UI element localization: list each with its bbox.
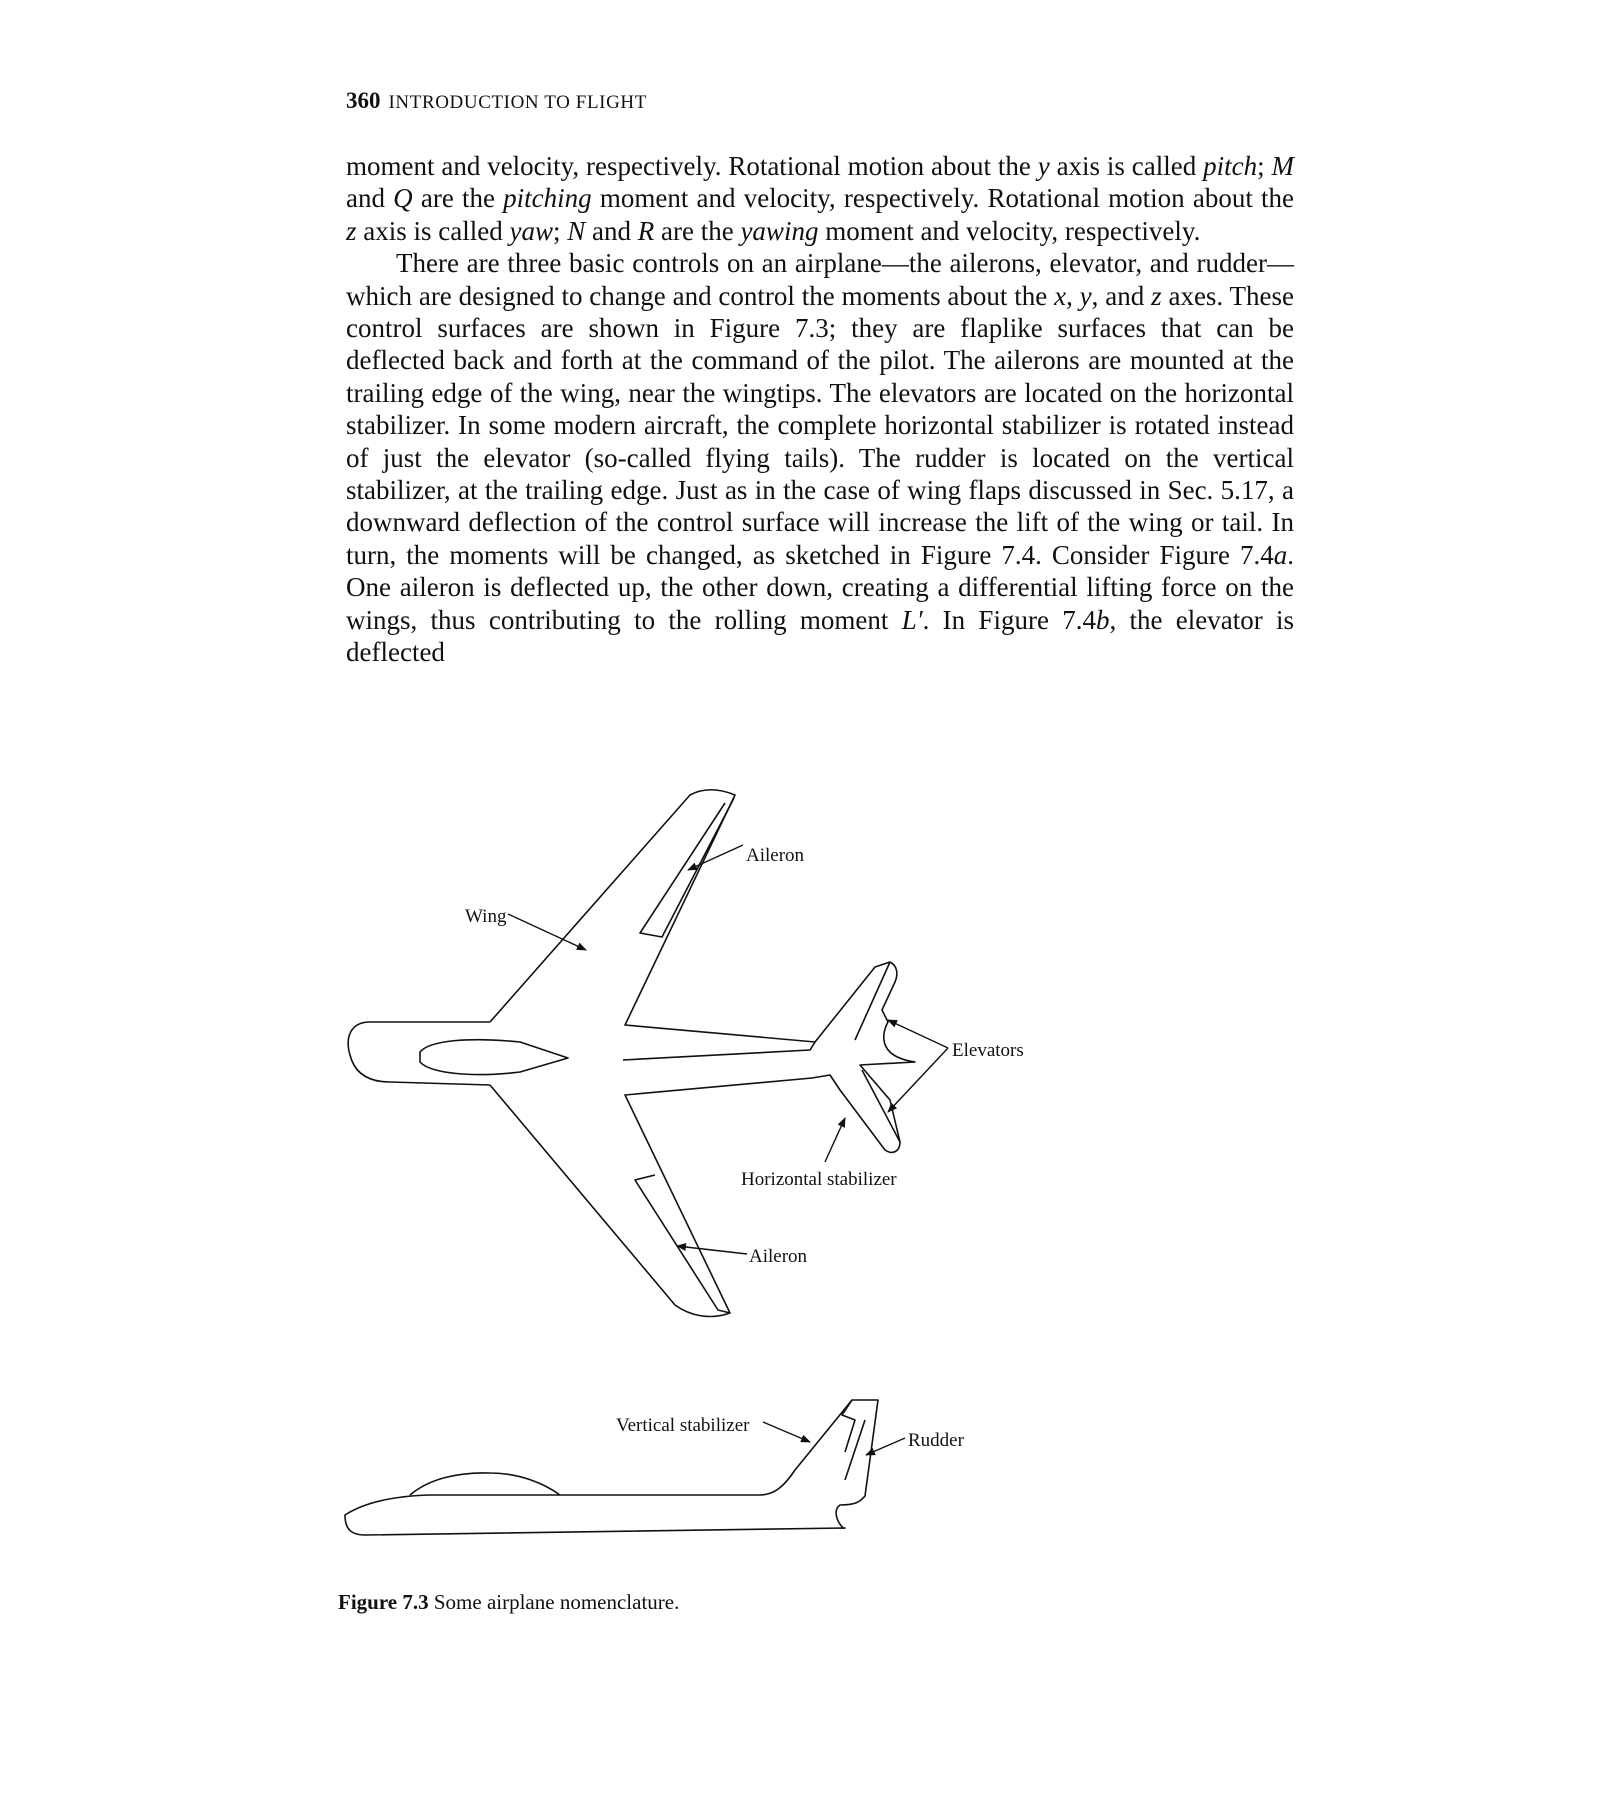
canopy bbox=[420, 1040, 568, 1075]
upper-aileron bbox=[640, 798, 734, 937]
math-x: x bbox=[1054, 280, 1067, 311]
text-run: are the bbox=[654, 215, 741, 246]
upper-wing bbox=[490, 790, 815, 1060]
math-b: b bbox=[1095, 604, 1110, 635]
caption-text: Some airplane nomenclature. bbox=[433, 1590, 680, 1614]
text-run: There are three basic controls on an airplane—the ailerons, elevator, and rudder—which are designed to change and control the moments about the bbox=[346, 248, 1294, 311]
term-pitch: pitch bbox=[1203, 151, 1258, 181]
text-run: and bbox=[346, 183, 394, 214]
caption-number: 7.3 bbox=[402, 1590, 429, 1614]
top-view-airplane bbox=[348, 790, 915, 1317]
text-run: , and bbox=[1091, 280, 1152, 311]
page-number: 360 bbox=[346, 88, 381, 113]
math-y: y bbox=[1037, 151, 1050, 181]
label-aileron-bottom: Aileron bbox=[749, 1246, 808, 1267]
figure-caption bbox=[338, 1590, 679, 1615]
label-aileron-top: Aileron bbox=[746, 845, 805, 866]
label-rudder: Rudder bbox=[908, 1430, 964, 1451]
text-run: . In Figure 7.4 bbox=[922, 604, 1096, 635]
caption-label: Figure bbox=[338, 1590, 398, 1614]
term-yaw: yaw bbox=[509, 215, 553, 246]
label-vertical-stabilizer: Vertical stabilizer bbox=[616, 1415, 750, 1436]
fuselage-outline bbox=[348, 1022, 490, 1085]
text-run: , the elevator is deflected bbox=[346, 604, 1294, 668]
math-R: R bbox=[637, 215, 655, 246]
side-view-airplane bbox=[345, 1400, 878, 1535]
math-M: M bbox=[1271, 151, 1294, 181]
math-z: z bbox=[346, 215, 357, 246]
running-title: INTRODUCTION TO FLIGHT bbox=[388, 92, 647, 113]
lower-wing bbox=[490, 1078, 812, 1316]
term-pitching: pitching bbox=[503, 183, 592, 214]
aileron-top-pointer bbox=[688, 845, 743, 870]
text-run: ; bbox=[1257, 151, 1272, 181]
math-N: N bbox=[567, 215, 586, 246]
text-run: moment and velocity, respectively. bbox=[818, 215, 1201, 246]
aileron-bottom-pointer bbox=[677, 1246, 747, 1254]
term-yawing: yawing bbox=[740, 215, 819, 246]
math-z: z bbox=[1151, 280, 1162, 311]
text-run: axis is called bbox=[1049, 151, 1204, 181]
figure-labels bbox=[465, 845, 1024, 1451]
label-elevators: Elevators bbox=[952, 1040, 1024, 1061]
math-a: a bbox=[1273, 539, 1288, 570]
label-horizontal-stabilizer: Horizontal stabilizer bbox=[741, 1169, 897, 1190]
text-run: axes. These control surfaces are shown in Figure 7.3; they are flaplike surfaces that can be deflected back and forth at the command of the pilot. The ailerons are mounted at the trailing edge of the wing, near the wingtips. The elevators are located on the horizontal stabilizer. In some modern aircraft, the complete horizontal stabilizer is rotated instead of just the elevator (so-called flying tails). The rudder is located on the vertical stabilizer, at the trailing edge. Just as in the case of wing flaps discussed in Sec. 5.17, a downward deflection of the control surface will increase the lift of the wing or tail. In turn, the moments will be changed, as sketched in Figure 7.4. Consider Figure 7.4 bbox=[346, 280, 1295, 570]
fuselage-side bbox=[345, 1400, 878, 1535]
wing-pointer bbox=[508, 914, 586, 950]
leader-lines bbox=[508, 845, 948, 1455]
text-run: are the bbox=[412, 183, 504, 214]
lower-aileron bbox=[635, 1175, 730, 1313]
elevator-upper-pointer bbox=[888, 1020, 948, 1048]
math-L-prime: L′ bbox=[901, 604, 923, 635]
horizontal-tail bbox=[812, 962, 915, 1152]
math-y: y bbox=[1079, 280, 1092, 311]
text-run: moment and velocity, respectively. Rotational motion about the bbox=[591, 183, 1294, 214]
canopy-side bbox=[410, 1473, 560, 1495]
horizontal-stabilizer-pointer bbox=[825, 1118, 845, 1162]
vertical-stabilizer bbox=[842, 1400, 855, 1452]
vertical-stabilizer-pointer bbox=[763, 1422, 810, 1442]
text-run: ; bbox=[552, 215, 568, 246]
math-Q: Q bbox=[393, 183, 413, 214]
rudder-line bbox=[845, 1420, 865, 1480]
text-run: and bbox=[585, 215, 638, 246]
text-run: , bbox=[1066, 280, 1080, 311]
label-wing: Wing bbox=[465, 906, 507, 927]
text-run: . One aileron is deflected up, the other down, creating a differential lifting force on the wings, thus contributing to the rolling moment bbox=[346, 539, 1294, 635]
text-run: moment and velocity, respectively. Rotational motion about the bbox=[346, 151, 1038, 181]
text-run: axis is called bbox=[356, 215, 510, 246]
